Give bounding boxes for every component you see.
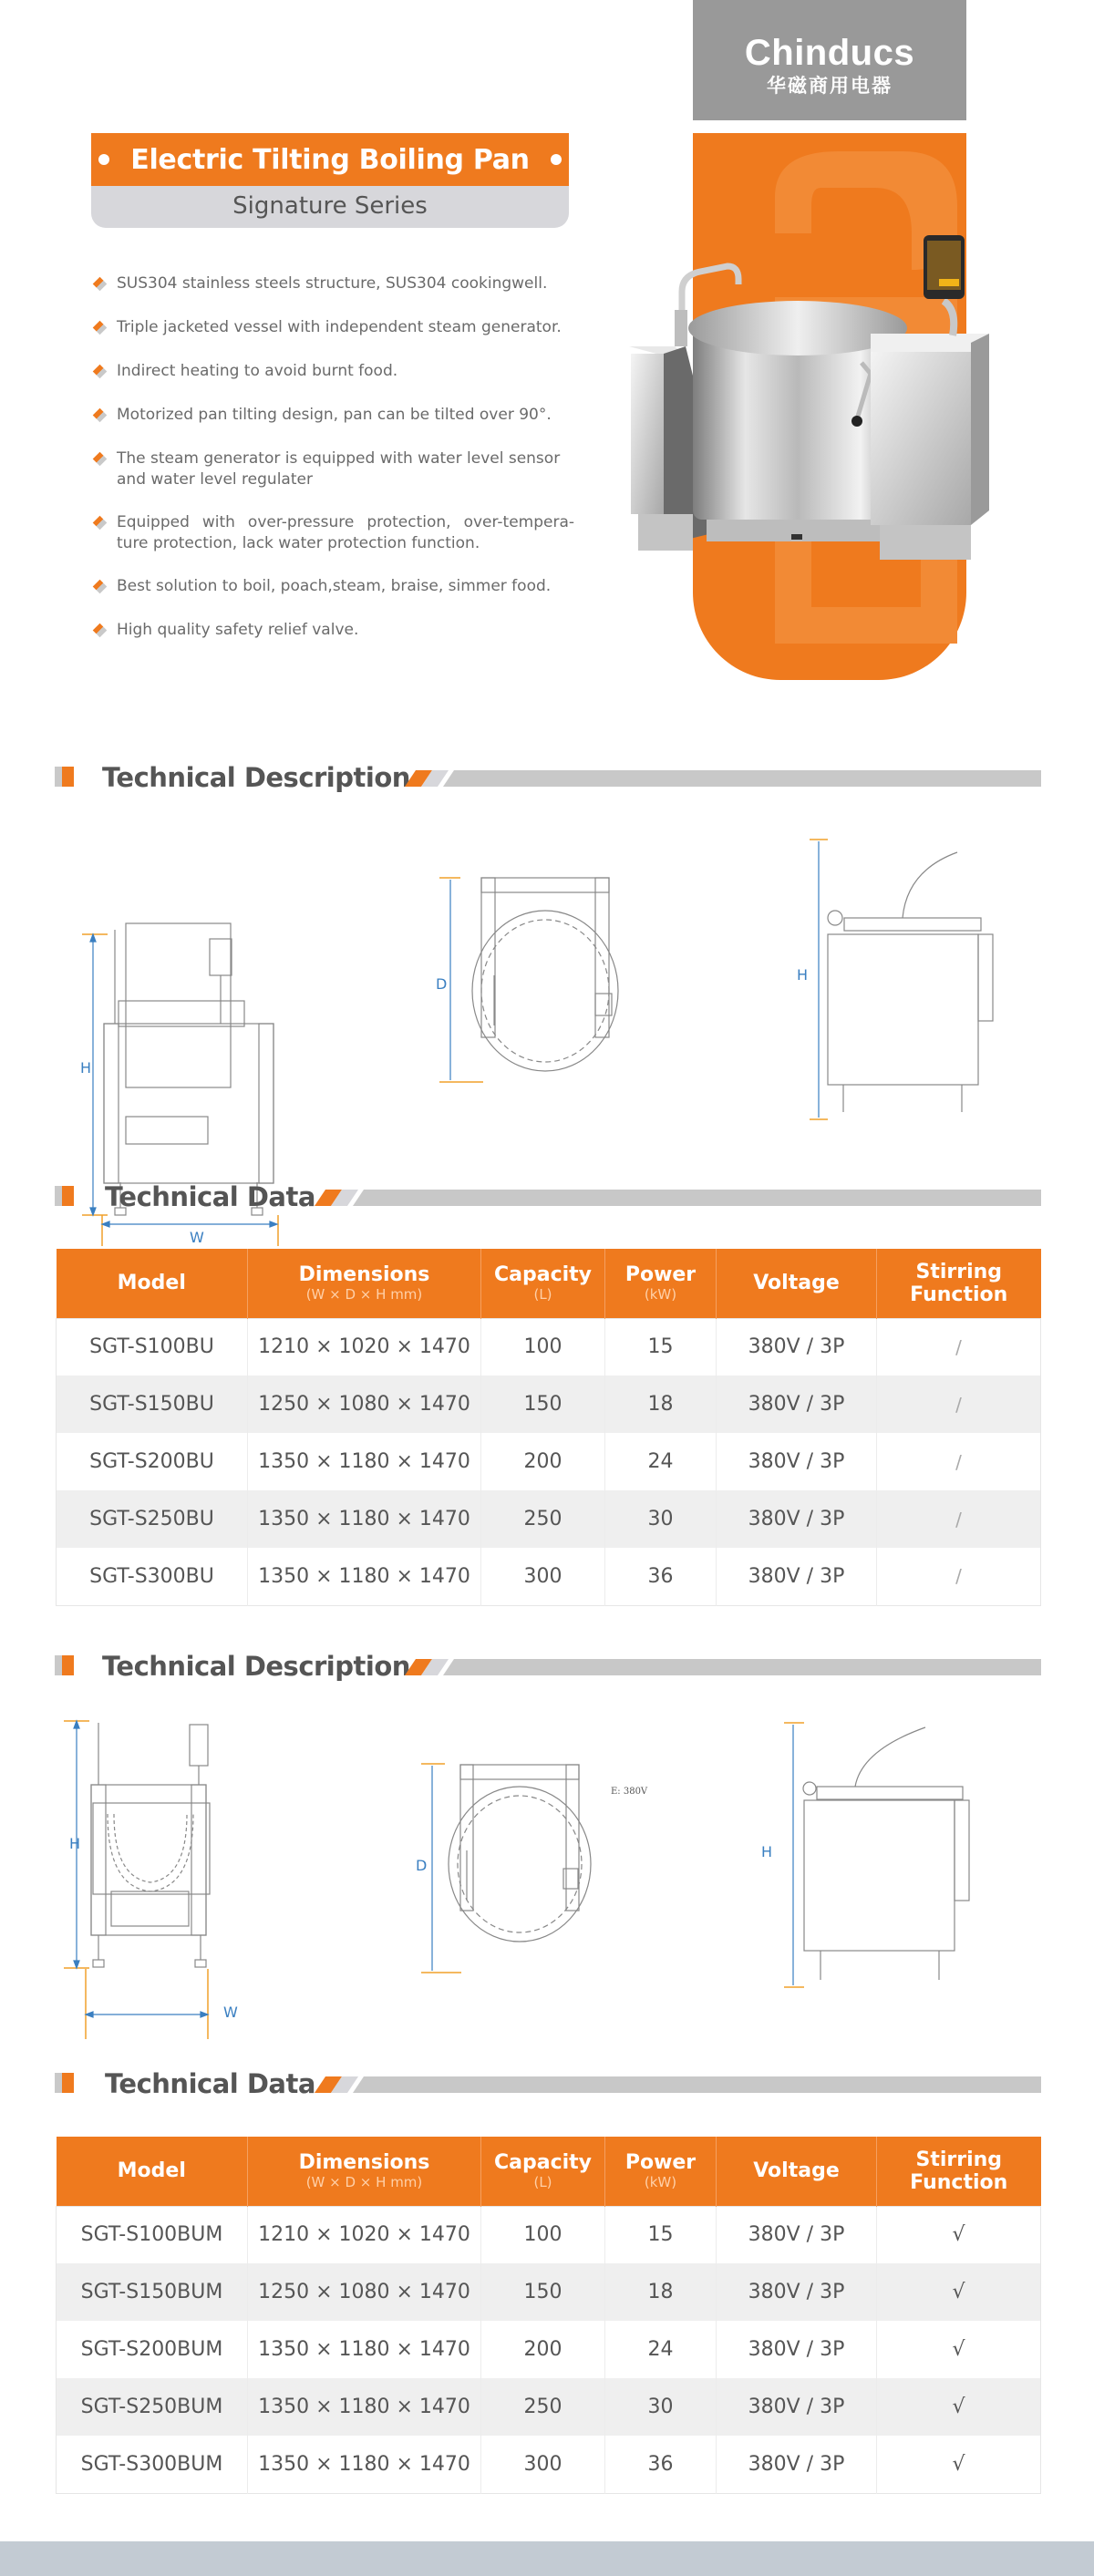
col-header-stirring [877, 1249, 1041, 1318]
cell-voltage: 380V / 3P [717, 2321, 877, 2378]
voltage-note: E: 380V [611, 1787, 648, 1797]
cell-model: SGT-S150BU [57, 1376, 248, 1433]
cell-power: 15 [605, 2206, 717, 2263]
table-row [57, 2321, 1041, 2378]
product-photo [629, 255, 1021, 638]
product-title-bar [91, 133, 569, 186]
col-header-label: Capacity [493, 2151, 593, 2175]
cell-model: SGT-S250BUM [57, 2378, 248, 2436]
product-title: Electric Tilting Boiling Pan [130, 143, 530, 176]
diamond-bullet-icon [93, 277, 108, 292]
cell-stirring: √ [877, 2263, 1041, 2321]
brand-name: Chinducs [744, 33, 915, 73]
feature-item [91, 361, 583, 382]
section-mark-icon [55, 1655, 62, 1675]
feature-item [91, 273, 583, 294]
feature-text: Motorized pan tilting design, pan can be tilted over 90°. [117, 406, 552, 424]
feature-text: Best solution to boil, poach,steam, braise, simmer food. [117, 577, 552, 595]
feature-item [91, 405, 583, 426]
front-body [104, 1024, 274, 1183]
section-header-technical-description [55, 759, 1041, 796]
diamond-bullet-icon [93, 623, 108, 638]
cell-stirring: √ [952, 2452, 965, 2476]
table-row [57, 1548, 1041, 1605]
cell-model: SGT-S300BU [57, 1548, 248, 1605]
table-row [57, 2436, 1041, 2493]
cell-capacity: 250 [481, 1490, 605, 1548]
col-header-capacity [481, 2137, 605, 2206]
table-row [57, 2263, 1041, 2321]
dim-label-w: W [190, 1229, 204, 1246]
col-header-dimensions [248, 2137, 481, 2206]
col-header-voltage: Voltage [717, 1249, 877, 1318]
col-header-label: Function [910, 2170, 1008, 2194]
feature-text: The steam generator is equipped with water level sensor and water level regulater [117, 449, 561, 489]
section-title: Technical Data [105, 2068, 315, 2099]
diamond-bullet-icon [93, 580, 108, 594]
cell-power: 15 [605, 1318, 717, 1376]
cell-capacity: 300 [481, 1548, 605, 1605]
table-row [57, 1376, 1041, 1433]
cell-power: 24 [605, 2321, 717, 2378]
section-mark-icon [62, 1186, 74, 1206]
cell-stirring: √ [877, 2378, 1041, 2436]
spec-table-stirring [56, 2137, 1041, 2494]
col-header-label: Dimensions [298, 2151, 430, 2175]
cell-dimensions: 1210 × 1020 × 1470 [248, 1318, 481, 1376]
cell-power: 18 [605, 1376, 717, 1433]
table-row [57, 2206, 1041, 2263]
col-header-voltage: Voltage [717, 2137, 877, 2206]
col-header-stirring [877, 2137, 1041, 2206]
feature-text: Equipped with over-pressure protection, over-tempera-ture protection, lack water protection function. [117, 513, 574, 552]
col-header-label: Function [910, 1283, 1008, 1306]
cell-stirring: / [955, 1565, 962, 1588]
cell-capacity: 250 [481, 2378, 605, 2436]
cell-power: 30 [605, 2378, 717, 2436]
spec-table-standard [56, 1249, 1041, 1606]
feature-text: High quality safety relief valve. [117, 621, 359, 639]
feature-item [91, 576, 583, 597]
cell-power: 18 [605, 2263, 717, 2321]
col-header-unit: (kW) [644, 2174, 677, 2191]
col-header-label: Capacity [493, 1263, 593, 1287]
cell-power: 36 [605, 1548, 717, 1605]
section-mark-icon [62, 1655, 74, 1675]
col-header-unit: (W × D × H mm) [305, 2174, 423, 2191]
cell-capacity: 150 [481, 2263, 605, 2321]
diamond-bullet-icon [93, 408, 108, 423]
col-header-unit: (W × D × H mm) [305, 1286, 423, 1303]
section-title: Technical Description [102, 762, 410, 793]
cell-model: SGT-S200BU [57, 1433, 248, 1490]
section-title: Technical Data [105, 1181, 315, 1212]
table-header-row [57, 1249, 1041, 1318]
brand-logo [693, 0, 966, 120]
section-mark-icon [55, 767, 62, 787]
section-divider-bar [315, 1190, 1041, 1206]
cell-voltage: 380V / 3P [717, 1548, 877, 1605]
bullet-dot-icon [551, 154, 562, 165]
diamond-bullet-icon [93, 452, 108, 467]
diamond-bullet-icon [93, 365, 108, 379]
col-header-power [605, 1249, 717, 1318]
cell-model: SGT-S200BUM [57, 2321, 248, 2378]
feature-item [91, 448, 574, 490]
section-header-technical-data [55, 1179, 1041, 1215]
cell-dimensions: 1350 × 1180 × 1470 [248, 1490, 481, 1548]
col-header-model: Model [57, 1249, 248, 1318]
col-header-capacity [481, 1249, 605, 1318]
feature-item [91, 512, 574, 554]
bullet-dot-icon [98, 154, 109, 165]
dim-label-w: W [223, 2004, 238, 2021]
col-header-label: Power [624, 2151, 697, 2175]
cell-dimensions: 1350 × 1180 × 1470 [248, 2321, 481, 2378]
cell-capacity: 200 [481, 2321, 605, 2378]
cell-voltage: 380V / 3P [717, 1376, 877, 1433]
table-row [57, 1318, 1041, 1376]
feature-text: Triple jacketed vessel with independent steam generator. [117, 318, 562, 336]
cell-dimensions: 1250 × 1080 × 1470 [248, 1376, 481, 1433]
cell-dimensions: 1350 × 1180 × 1470 [248, 1548, 481, 1605]
cell-model: SGT-S100BU [57, 1318, 248, 1376]
col-header-unit: (L) [533, 1286, 552, 1303]
cell-voltage: 380V / 3P [717, 2206, 877, 2263]
cell-power: 24 [605, 1433, 717, 1490]
feature-item [91, 317, 583, 338]
col-header-label: Dimensions [298, 1263, 430, 1287]
cell-voltage: 380V / 3P [717, 2263, 877, 2321]
cell-stirring: √ [952, 2223, 965, 2247]
feature-item [91, 620, 583, 641]
section-divider-bar [405, 1659, 1041, 1675]
cell-stirring: / [955, 1335, 962, 1358]
col-header-power [605, 2137, 717, 2206]
cell-stirring: √ [952, 2338, 965, 2361]
cell-dimensions: 1250 × 1080 × 1470 [248, 2263, 481, 2321]
cell-voltage: 380V / 3P [717, 1433, 877, 1490]
section-divider-bar [315, 2076, 1041, 2093]
diamond-bullet-icon [93, 516, 108, 531]
cell-capacity: 300 [481, 2436, 605, 2493]
cell-model: SGT-S300BUM [57, 2436, 248, 2493]
col-header-dimensions [248, 1249, 481, 1318]
cell-capacity: 100 [481, 2206, 605, 2263]
product-title-block [91, 133, 569, 228]
cell-capacity: 200 [481, 1433, 605, 1490]
col-header-label: Power [624, 1263, 697, 1287]
dim-label-h: H [69, 1835, 81, 1852]
table-row [57, 1433, 1041, 1490]
footer-bar [0, 2541, 1094, 2576]
dim-label-d: D [436, 975, 448, 993]
col-header-label: Stirring [915, 2148, 1003, 2171]
product-series: Signature Series [91, 186, 569, 228]
cell-dimensions: 1350 × 1180 × 1470 [248, 1433, 481, 1490]
cell-dimensions: 1350 × 1180 × 1470 [248, 2436, 481, 2493]
section-mark-icon [62, 2073, 74, 2093]
dim-label-h: H [797, 966, 809, 984]
col-header-label: Stirring [915, 1260, 1003, 1283]
cell-model: SGT-S250BU [57, 1490, 248, 1548]
section-divider-bar [405, 770, 1041, 787]
cell-power: 30 [605, 1490, 717, 1548]
dim-label-h: H [80, 1059, 92, 1077]
cell-stirring: / [877, 1376, 1041, 1433]
cell-stirring: / [877, 1490, 1041, 1548]
table-header-row [57, 2137, 1041, 2206]
section-header-technical-data [55, 2066, 1041, 2102]
col-header-model: Model [57, 2137, 248, 2206]
table-row [57, 2378, 1041, 2436]
dim-label-d: D [416, 1857, 428, 1874]
feature-text: SUS304 stainless steels structure, SUS304 cookingwell. [117, 274, 548, 293]
section-mark-icon [55, 1186, 62, 1206]
section-header-technical-description [55, 1648, 1041, 1685]
feature-list [91, 273, 583, 664]
feature-text: Indirect heating to avoid burnt food. [117, 362, 398, 380]
section-mark-icon [62, 767, 74, 787]
diamond-bullet-icon [93, 321, 108, 335]
section-title: Technical Description [102, 1651, 410, 1682]
cell-power: 36 [605, 2436, 717, 2493]
col-header-unit: (kW) [644, 1286, 677, 1303]
cell-dimensions: 1350 × 1180 × 1470 [248, 2378, 481, 2436]
table-row [57, 1490, 1041, 1548]
cell-stirring: / [955, 1450, 962, 1473]
col-header-unit: (L) [533, 2174, 552, 2191]
cell-capacity: 150 [481, 1376, 605, 1433]
cell-model: SGT-S150BUM [57, 2263, 248, 2321]
section-mark-icon [55, 2073, 62, 2093]
cell-dimensions: 1210 × 1020 × 1470 [248, 2206, 481, 2263]
cell-voltage: 380V / 3P [717, 1318, 877, 1376]
dim-label-h: H [761, 1843, 773, 1860]
technical-drawing-2 [64, 1714, 1039, 2042]
cell-capacity: 100 [481, 1318, 605, 1376]
cell-voltage: 380V / 3P [717, 2436, 877, 2493]
brand-chinese-name: 华磁商用电器 [767, 75, 893, 97]
cell-voltage: 380V / 3P [717, 1490, 877, 1548]
cell-voltage: 380V / 3P [717, 2378, 877, 2436]
cell-model: SGT-S100BUM [57, 2206, 248, 2263]
